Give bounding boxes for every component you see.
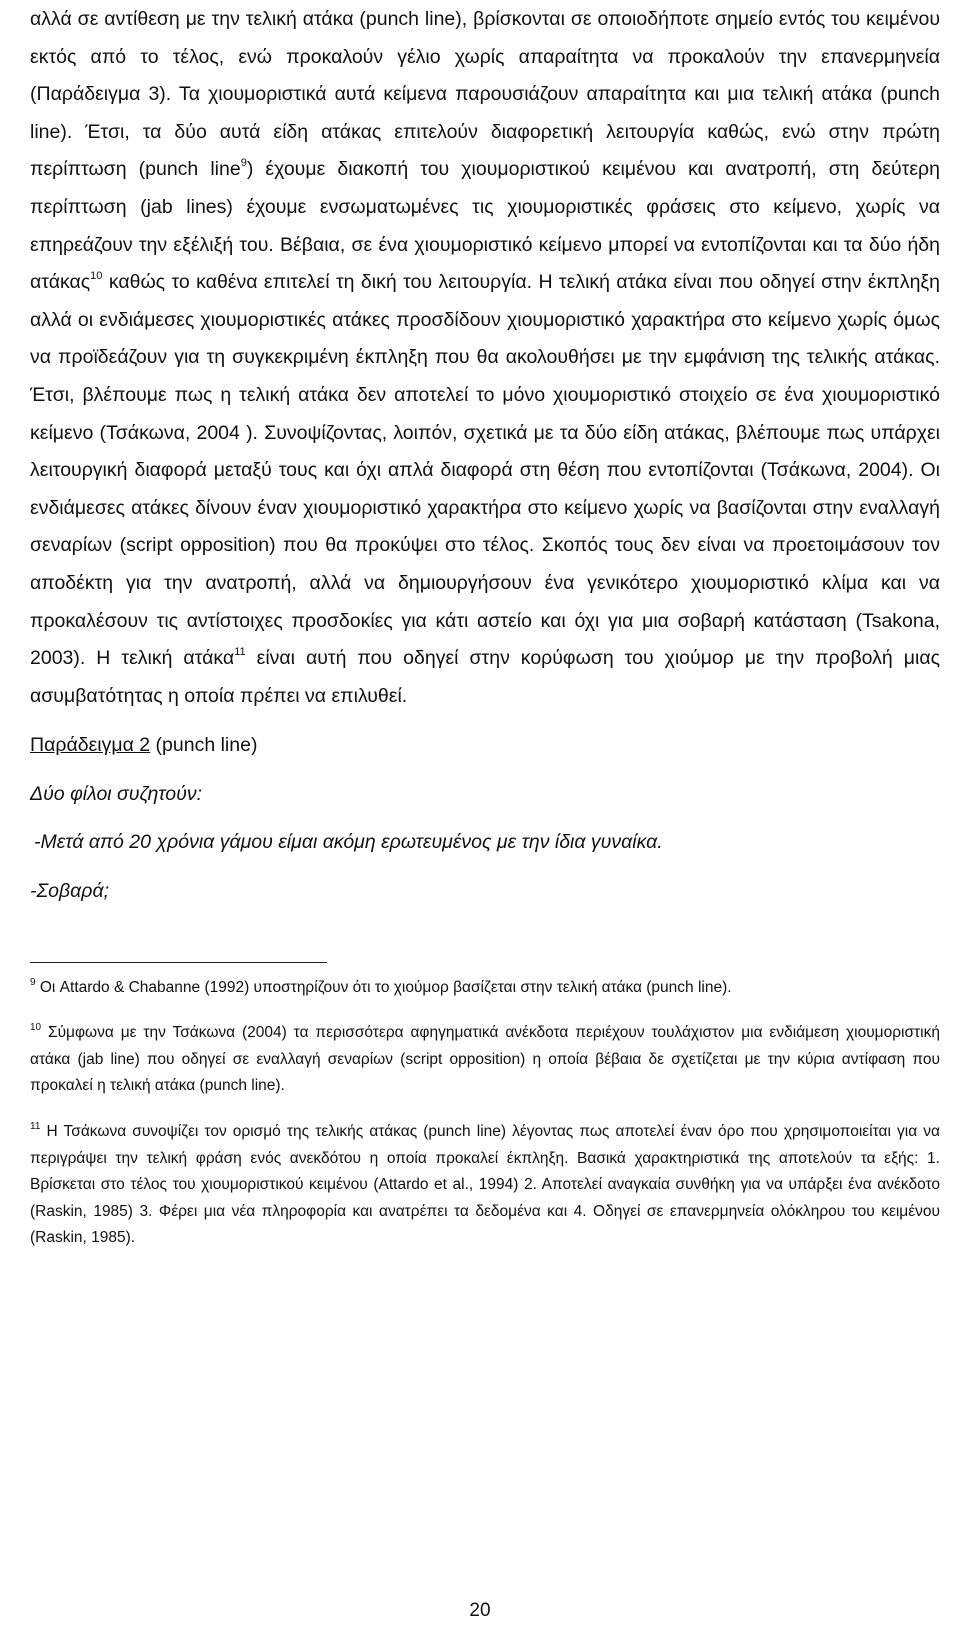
footnote-text: Η Τσάκωνα συνοψίζει τον ορισμό της τελικής ατάκας (punch line) λέγοντας πως αποτελεί έναν όρο που χρησιμοποιείται για να περιγράψει την τελική φράση ενός ανεκδότου η οποία προκαλεί έκπληξη. Βασικά χαρακτηριστικά της αποτελούν τα εξής: 1. Βρίσκεται στο τέλος του χιουμοριστικού κειμένου (Attardo et al., 1994) 2. Αποτελεί αναγκαία συνθήκη για να υπάρξει ένα ανέκδοτο (Raskin, 1985) 3. Φέρει μια νέα πληροφορία και ανατρέπει τα δεδομένα και 4. Οδηγεί σε επανερμηνεία ολόκληρου του κειμένου (Raskin, 1985). bbox=[30, 1123, 940, 1247]
document-page bbox=[30, 0, 940, 1271]
body-text-segment: καθώς το καθένα επιτελεί τη δική του λειτουργία. Η τελική ατάκα είναι που οδηγεί στην έκπληξη αλλά οι ενδιάμεσες χιουμοριστικές ατάκες προσδίδουν χιουμοριστικό χαρακτήρα στο κείμενο χωρίς όμως να προϊδεάζουν για τη συγκεκριμένη έκπληξη που θα ακολουθήσει με την εμφάνιση της τελικής ατάκας. Έτσι, βλέπουμε πως η τελική ατάκα δεν αποτελεί το μόνο χιουμοριστικό στοιχείο σε ένα χιουμοριστικό κείμενο (Τσάκωνα, 2004 ). Συνοψίζοντας, λοιπόν, σχετικά με τα δύο είδη ατάκας, βλέπουμε πως υπάρχει λειτουργική διαφορά μεταξύ τους και όχι απλά διαφορά στη θέση που εντοπίζονται (Τσάκωνα, 2004). Οι ενδιάμεσες ατάκες δίνουν έναν χιουμοριστικό χαρακτήρα στο κείμενο χωρίς να βασίζονται στην εναλλαγή σεναρίων (script opposition) που θα προκύψει στο τέλος. Σκοπός τους δεν είναι να προετοιμάσουν τον αποδέκτη για την ανατροπή, αλλά να δημιουργήσουν ένα γενικότερο χιουμοριστικό κλίμα και να προκαλέσουν τις αντίστοιχες προσδοκίες για κάτι αστείο και όχι για μια σοβαρή κατάσταση (Tsakona, 2003). Η τελική ατάκα bbox=[30, 271, 940, 670]
footnote-separator bbox=[30, 962, 327, 963]
body-text-segment: αλλά σε αντίθεση με την τελική ατάκα (punch line), βρίσκονται σε οποιοδήποτε σημείο εντός του κειμένου εκτός από το τέλος, ενώ προκαλούν γέλιο χωρίς απαραίτητα να προκαλούν την επανερμηνεία (Παράδειγμα 3). Τα χιουμοριστικά αυτά κείμενα παρουσιάζουν απαραίτητα και μια τελική ατάκα (punch line). Έτσι, τα δύο αυτά είδη ατάκας επιτελούν διαφορετική λειτουργία καθώς, ενώ στην πρώτη περίπτωση (punch line bbox=[30, 8, 940, 181]
footnote-number: 9 bbox=[30, 976, 36, 988]
footnote-9 bbox=[30, 975, 940, 1002]
footnote-number: 10 bbox=[30, 1022, 42, 1034]
body-paragraph bbox=[30, 0, 940, 715]
footnote-ref-10[interactable]: 10 bbox=[90, 270, 103, 283]
footnote-text: Οι Attardo & Chabanne (1992) υποστηρίζουν ότι το χιούμορ βασίζεται στην τελική ατάκα (punch line). bbox=[35, 978, 732, 996]
page-number: 20 bbox=[469, 1600, 491, 1621]
footnote-11 bbox=[30, 1119, 940, 1252]
example-heading-type: (punch line) bbox=[150, 734, 258, 757]
example-heading bbox=[30, 727, 940, 765]
footnote-10 bbox=[30, 1020, 940, 1100]
body-text-segment: είναι αυτή που οδηγεί στην κορύφωση του χιούμορ με την προβολή μιας ασυμβατότητας η οποία πρέπει να επιλυθεί. bbox=[30, 647, 940, 707]
footnote-ref-11[interactable]: 11 bbox=[234, 646, 246, 659]
example-intro: Δύο φίλοι συζητούν: bbox=[30, 782, 203, 805]
footnote-text: Σύμφωνα με την Τσάκωνα (2004) τα περισσότερα αφηγηματικά ανέκδοτα περιέχουν τουλάχιστον μια ενδιάμεση χιουμοριστική ατάκα (jab line) που οδηγεί σε εναλλαγή σεναρίων (script opposition) η οποία βέβαια δε σχετίζεται με την κύρια αντίφαση που προκαλεί η τελική ατάκα (punch line). bbox=[30, 1024, 940, 1095]
footnote-number: 11 bbox=[30, 1121, 41, 1133]
footnote-ref-9[interactable]: 9 bbox=[240, 157, 247, 170]
example-dialogue-line: -Σοβαρά; bbox=[30, 880, 109, 903]
example-dialogue-line: -Μετά από 20 χρόνια γάμου είμαι ακόμη ερωτευμένος με την ίδια γυναίκα. bbox=[34, 831, 663, 854]
body-text-segment: ) έχουμε διακοπή του χιουμοριστικού κειμένου και ανατροπή, στη δεύτερη περίπτωση (jab lines) έχουμε ενσωματωμένες τις χιουμοριστικές φράσεις στο κείμενο, χωρίς να επηρεάζουν την εξέλιξή του. Βέβαια, σε ένα χιουμοριστικό κείμενο μπορεί να εντοπίζονται και τα δύο ήδη ατάκας bbox=[30, 158, 940, 294]
example-heading-label: Παράδειγμα 2 bbox=[30, 734, 151, 757]
